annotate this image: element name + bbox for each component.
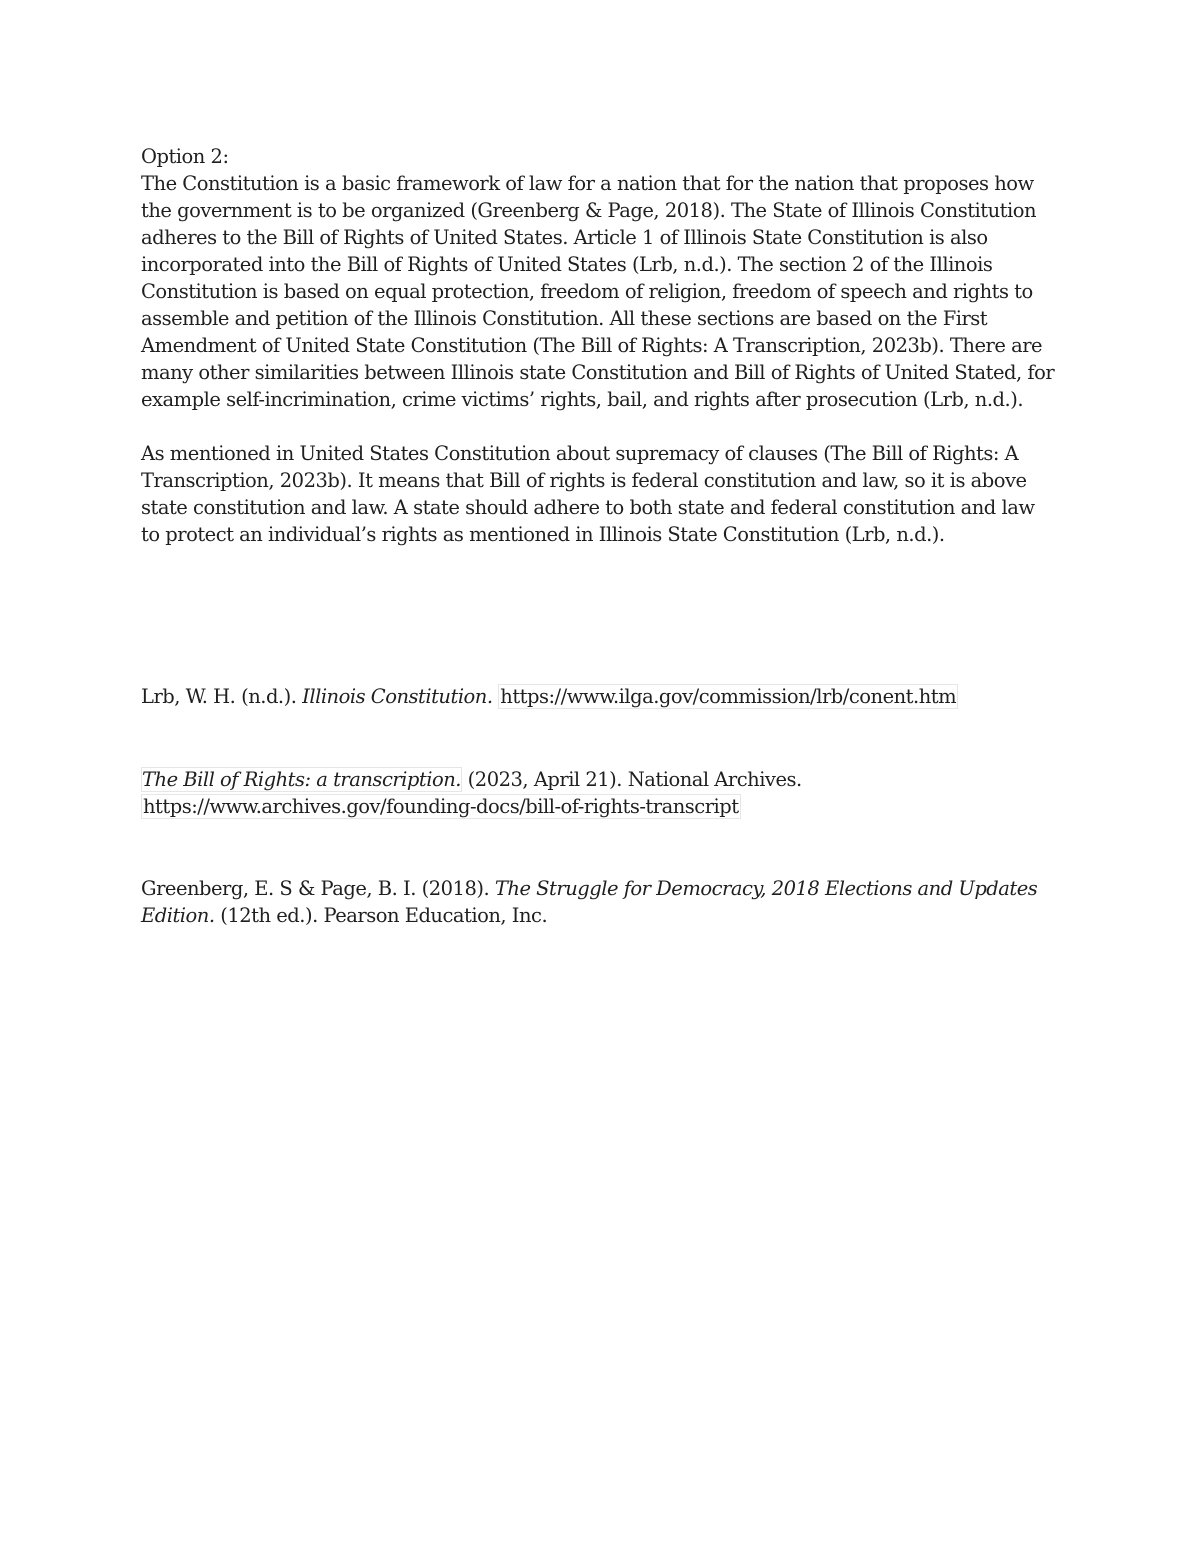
- reference-author: Lrb, W. H. (n.d.).: [141, 685, 303, 708]
- reference-title: The Bill of Rights: a transcription.: [142, 768, 461, 791]
- option-heading: Option 2:: [141, 145, 229, 168]
- reference-title: The Struggle for Democracy, 2018 Elections and Updates Edition.: [141, 877, 1038, 927]
- document-body: [141, 143, 1056, 548]
- reference-entry-1: [141, 683, 1056, 710]
- reference-entry-2: [141, 766, 1056, 820]
- reference-url[interactable]: https://www.ilga.gov/commission/lrb/conent.htm: [500, 685, 957, 708]
- reference-author: Greenberg, E. S & Page, B. I. (2018).: [141, 877, 495, 900]
- body-paragraph-1: The Constitution is a basic framework of law for a nation that for the nation that proposes how the government is to be organized (Greenberg & Page, 2018). The State of Illinois Constitution adheres to the Bill of Rights of United States. Article 1 of Illinois State Constitution is also incorporated into the Bill of Rights of United States (Lrb, n.d.). The section 2 of the Illinois Constitution is based on equal protection, freedom of religion, freedom of speech and rights to assemble and petition of the Illinois Constitution. All these sections are based on the First Amendment of United State Constitution (The Bill of Rights: A Transcription, 2023b). There are many other similarities between Illinois state Constitution and Bill of Rights of United Stated, for example self-incrimination, crime victims’ rights, bail, and rights after prosecution (Lrb, n.d.).: [141, 172, 1055, 411]
- reference-url[interactable]: https://www.archives.gov/founding-docs/bill-of-rights-transcript: [143, 795, 739, 818]
- reference-after: (12th ed.). Pearson Education, Inc.: [214, 904, 548, 927]
- reference-title: Illinois Constitution.: [302, 685, 493, 708]
- body-paragraph-2: As mentioned in United States Constitution about supremacy of clauses (The Bill of Rights: A Transcription, 2023b). It means that Bill of rights is federal constitution and law, so it is above state constitution and law. A state should adhere to both state and federal constitution and law to protect an individual’s rights as mentioned in Illinois State Constitution (Lrb, n.d.).: [141, 442, 1035, 546]
- reference-after: (2023, April 21). National Archives.: [461, 768, 802, 791]
- reference-entry-3: [141, 875, 1056, 929]
